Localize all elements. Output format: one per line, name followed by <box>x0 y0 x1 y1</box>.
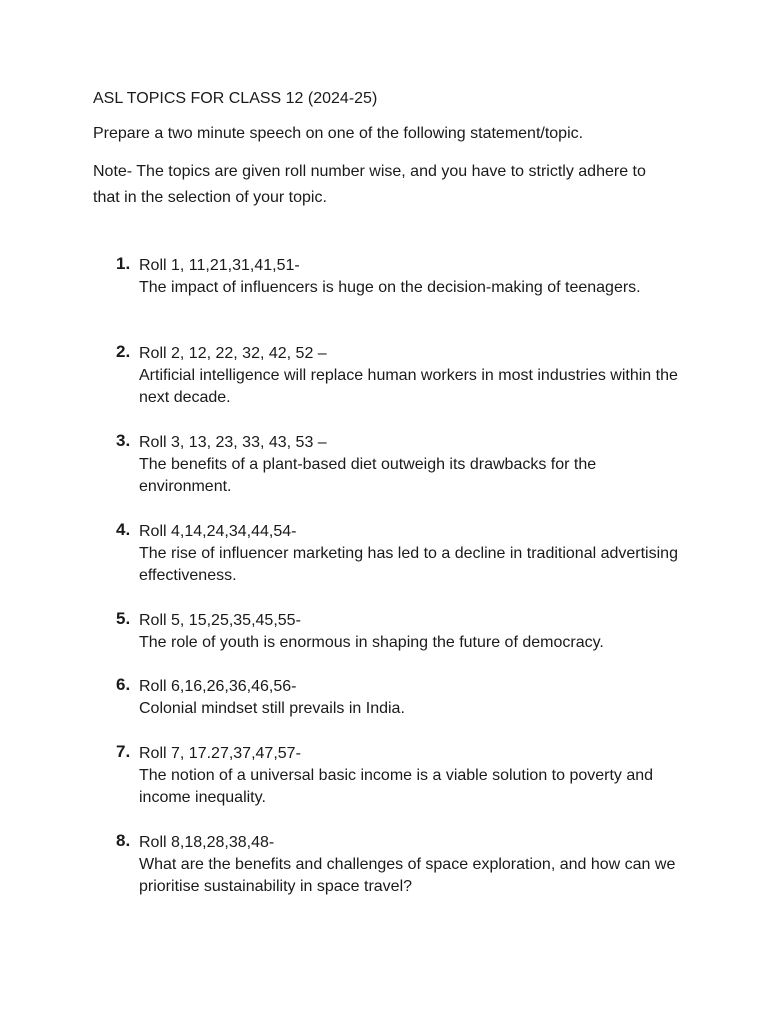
intro-text: Prepare a two minute speech on one of the following statement/topic. <box>93 125 584 142</box>
topic-statement: The rise of influencer marketing has led to a decline in traditional advertising effectiveness. <box>139 545 678 584</box>
topic-statement: The benefits of a plant-based diet outweigh its drawbacks for the environment. <box>139 456 597 495</box>
topic-roll-numbers: Roll 1, 11,21,31,41,51- <box>139 257 300 274</box>
topic-roll-numbers: Roll 7, 17.27,37,47,57- <box>139 745 301 762</box>
topic-number: 7. <box>116 742 131 761</box>
topic-number: 5. <box>116 609 131 628</box>
topic-number: 2. <box>116 342 131 361</box>
topic-number: 3. <box>116 431 131 450</box>
topic-roll-numbers: Roll 3, 13, 23, 33, 43, 53 – <box>139 434 327 451</box>
topic-number: 6. <box>116 675 131 694</box>
topic-statement: Artificial intelligence will replace human workers in most industries within the next decade. <box>139 367 678 406</box>
topic-roll-numbers: Roll 2, 12, 22, 32, 42, 52 – <box>139 345 327 362</box>
topic-roll-numbers: Roll 8,18,28,38,48- <box>139 834 275 851</box>
topic-statement: The notion of a universal basic income is a viable solution to poverty and income inequality. <box>139 767 654 806</box>
topic-statement: The role of youth is enormous in shaping the future of democracy. <box>139 634 604 651</box>
document-heading: ASL TOPICS FOR CLASS 12 (2024-25) <box>93 90 378 107</box>
topic-number: 8. <box>116 831 131 850</box>
note-text: Note- The topics are given roll number wise, and you have to strictly adhere to that in the selection of your topic. <box>93 163 646 206</box>
topic-statement: What are the benefits and challenges of space exploration, and how can we prioritise sustainability in space travel? <box>139 856 676 895</box>
topic-roll-numbers: Roll 5, 15,25,35,45,55- <box>139 612 301 629</box>
topic-number: 4. <box>116 520 131 539</box>
topic-roll-numbers: Roll 4,14,24,34,44,54- <box>139 523 297 540</box>
topic-number: 1. <box>116 254 131 273</box>
topic-roll-numbers: Roll 6,16,26,36,46,56- <box>139 678 297 695</box>
topic-statement: The impact of influencers is huge on the decision-making of teenagers. <box>139 279 641 296</box>
topic-statement: Colonial mindset still prevails in India. <box>139 700 405 717</box>
